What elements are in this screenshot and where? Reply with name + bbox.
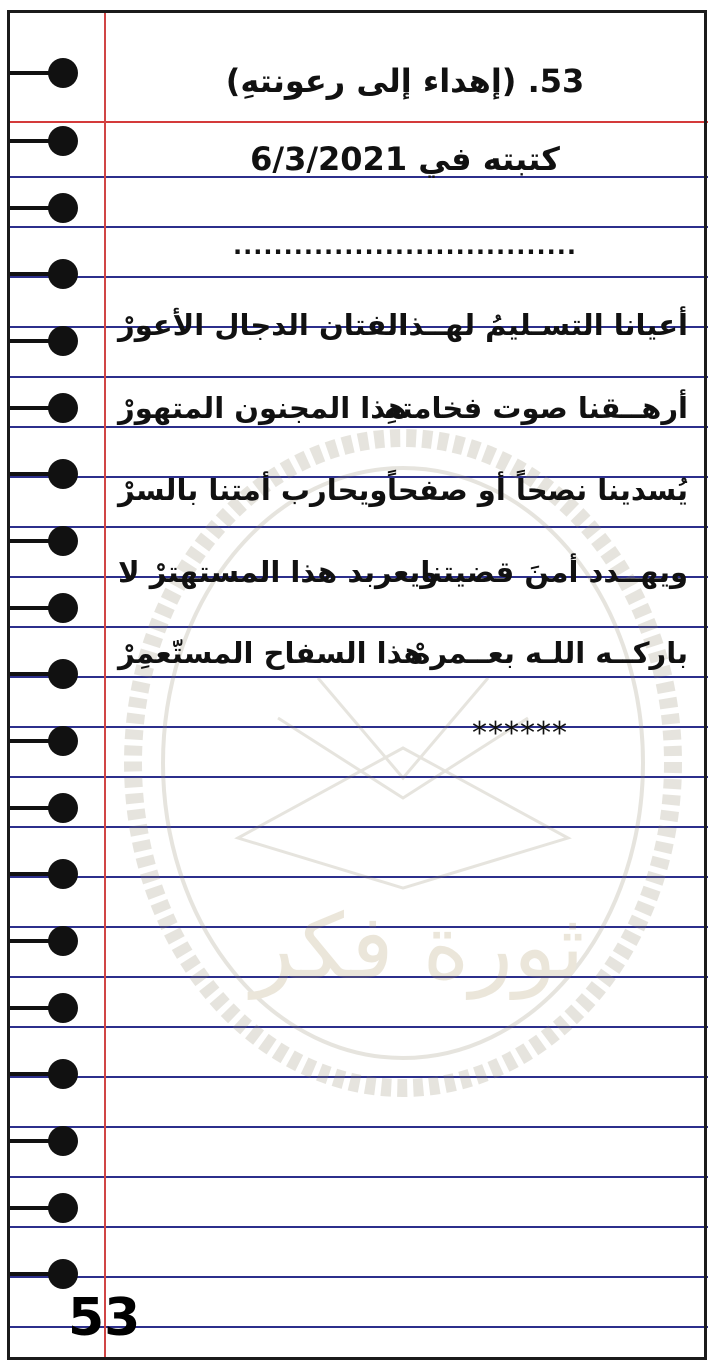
verse-1-second-half: الفتان الدجال الأعورْ	[118, 308, 409, 342]
binding-ring-icon	[10, 659, 70, 689]
closing-stars: ******	[472, 716, 568, 751]
verse-3-second-half: ويحارب أمتنا بالسرْ	[118, 473, 388, 507]
binding-ring-icon	[10, 593, 70, 623]
binding-ring-icon	[10, 526, 70, 556]
binding-ring-icon	[10, 459, 70, 489]
binding-ring-icon	[10, 58, 70, 88]
svg-text:ثورة فكر: ثورة فكر	[251, 895, 585, 1000]
separator-dots: ..................................	[233, 232, 577, 260]
binding-ring-icon	[10, 326, 70, 356]
page-border	[7, 10, 707, 1360]
verse-2-first-half: أرهــقنا صوت فخامتهِ	[384, 391, 688, 425]
binding-ring-icon	[10, 1259, 70, 1289]
binding-ring-icon	[10, 726, 70, 756]
poem-title: 53. (إهداء إلى رعونتهِ)	[225, 62, 585, 100]
binding-ring-icon	[10, 926, 70, 956]
verse-4-first-half: ويهــدد أمنَ قضيتنا	[420, 555, 688, 589]
page-number: 53	[68, 1288, 141, 1348]
binding-ring-icon	[10, 793, 70, 823]
binding-ring-icon	[10, 259, 70, 289]
binding-ring-icon	[10, 859, 70, 889]
binding-ring-icon	[10, 393, 70, 423]
binding-ring-icon	[10, 1193, 70, 1223]
binding-ring-icon	[10, 126, 70, 156]
verse-3-first-half: يُسدينا نصحاً أو صفحاً	[387, 473, 688, 507]
verse-5-first-half: باركــه اللـه بعــمرهْ	[413, 636, 688, 670]
binding-ring-icon	[10, 193, 70, 223]
verse-2-second-half: هذا المجنون المتهورْ	[118, 391, 408, 425]
binding-ring-icon	[10, 1059, 70, 1089]
verse-1-first-half: أعيانا التسـليمُ لهــذا	[398, 308, 688, 342]
verse-5-second-half: هذا السفاح المستّعمِرْ	[118, 636, 424, 670]
verse-4-second-half: ويعربد هذا المستهترْ لا	[118, 555, 439, 589]
binding-ring-icon	[10, 1126, 70, 1156]
binding-ring-icon	[10, 993, 70, 1023]
date-line: كتبته في 6/3/2021	[250, 140, 560, 178]
